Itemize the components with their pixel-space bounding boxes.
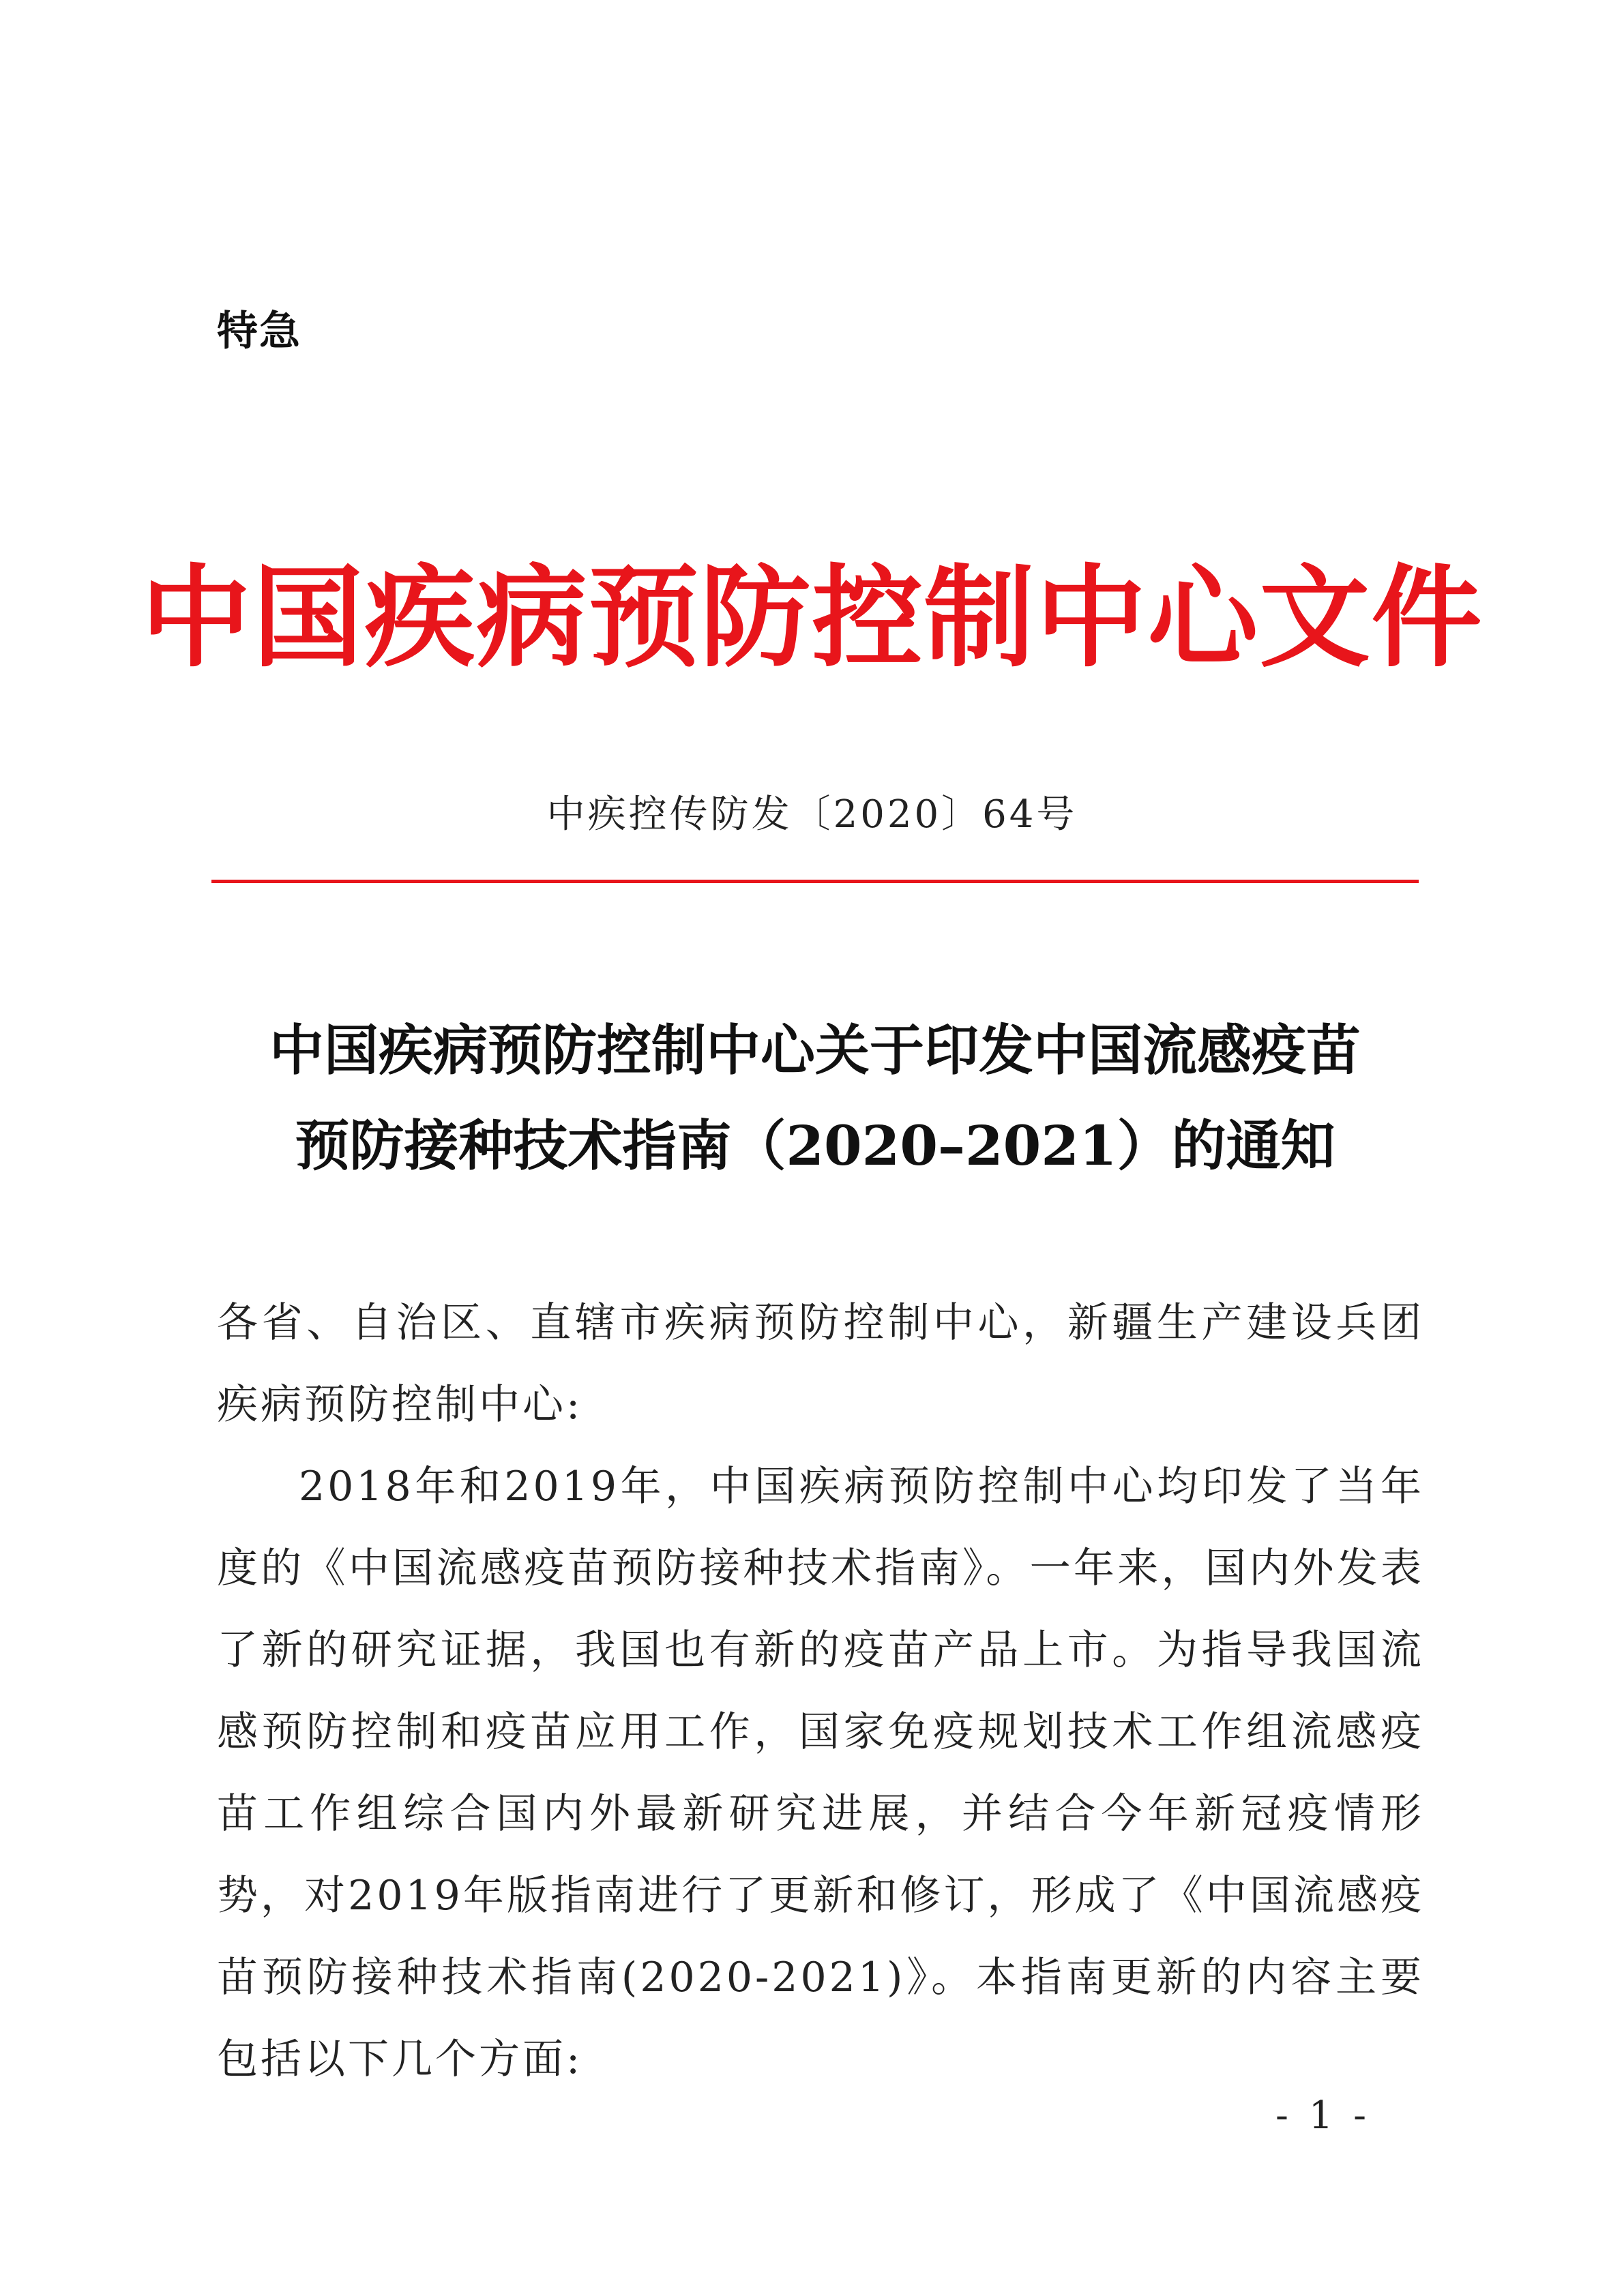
header-divider [211, 880, 1419, 883]
page-number: - 1 - [1275, 2093, 1371, 2138]
urgency-label: 特急 [217, 308, 301, 355]
document-number: 中疾控传防发〔2020〕64号 [546, 792, 1078, 837]
addressee: 各省、自治区、直辖市疾病预防控制中心，新疆生产建设兵团疾病预防控制中心: [217, 1299, 1424, 1429]
title-line-2: 预防接种技术指南（2020–2021）的通知 [295, 1114, 1335, 1178]
document-title [205, 1002, 1426, 1193]
issuer-header: 中国疾病预防控制中心文件 [141, 553, 1483, 683]
body-paragraph: 2018年和2019年，中国疾病预防控制中心均印发了当年度的《中国流感疫苗预防接种技术指南》。一年来，国内外发表了新的研究证据，我国也有新的疫苗产品上市。为指导我国流感预防控制和疫苗应用工作，国家免疫规划技术工作组流感疫苗工作组综合国内外最新研究进展，并结合今年新冠疫情形势，对2019年版指南进行了更新和修订，形成了《中国流感疫苗预防接种技术指南(2020-2021)》。本指南更新的内容主要包括以下几个方面: [217, 1463, 1424, 2083]
title-line-1: 中国疾病预防控制中心关于印发中国流感疫苗 [269, 1018, 1361, 1082]
document-body [217, 1282, 1424, 2100]
